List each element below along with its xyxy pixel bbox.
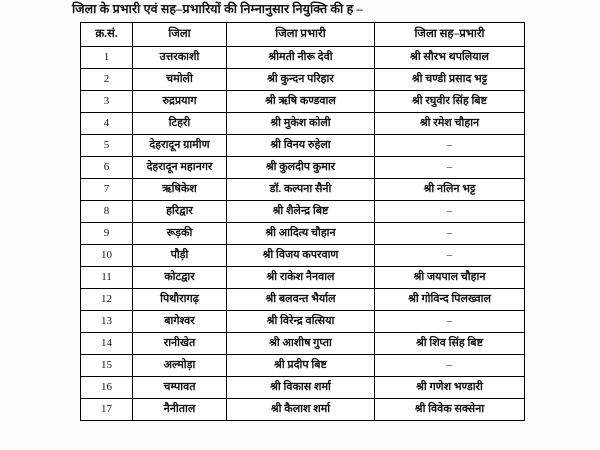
cell-co-incharge: श्री गणेश भण्डारी — [375, 377, 525, 399]
column-header-district: जिला — [133, 23, 227, 47]
appointment-table-container — [80, 22, 524, 421]
cell-co-incharge: – — [375, 311, 525, 333]
table-row — [81, 333, 525, 355]
cell-incharge: श्री प्रदीप बिष्ट — [227, 355, 375, 377]
column-header-incharge: जिला प्रभारी — [227, 23, 375, 47]
cell-co-incharge: – — [375, 157, 525, 179]
table-row — [81, 245, 525, 267]
table-row — [81, 135, 525, 157]
cell-incharge: श्री शैलेन्द्र बिष्ट — [227, 201, 375, 223]
table-row — [81, 289, 525, 311]
cell-district: रुद्रप्रयाग — [133, 91, 227, 113]
table-row — [81, 223, 525, 245]
cell-district: देहरादून महानगर — [133, 157, 227, 179]
page-title: जिला के प्रभारी एवं सह–प्रभारियों की निम्नानुसार नियुक्ति की ह – — [72, 2, 363, 16]
cell-district: पिथौरागढ़ — [133, 289, 227, 311]
cell-co-incharge: – — [375, 223, 525, 245]
cell-co-incharge: श्री रघुवीर सिंह बिष्ट — [375, 91, 525, 113]
cell-incharge: श्री कैलाश शर्मा — [227, 399, 375, 421]
cell-incharge: श्री कुन्दन परिहार — [227, 69, 375, 91]
cell-incharge: डॉ. कल्पना सैनी — [227, 179, 375, 201]
cell-incharge: श्री आदित्य चौहान — [227, 223, 375, 245]
cell-district: हरिद्वार — [133, 201, 227, 223]
cell-incharge: श्री कुलदीप कुमार — [227, 157, 375, 179]
cell-serial: 12 — [81, 289, 133, 311]
table-row — [81, 267, 525, 289]
column-header-co-incharge: जिला सह–प्रभारी — [375, 23, 525, 47]
cell-serial: 1 — [81, 47, 133, 69]
cell-district: देहरादून ग्रामीण — [133, 135, 227, 157]
cell-district: पौड़ी — [133, 245, 227, 267]
cell-co-incharge: श्री शिव सिंह बिष्ट — [375, 333, 525, 355]
table-row — [81, 311, 525, 333]
cell-serial: 2 — [81, 69, 133, 91]
cell-co-incharge: श्री रमेश चौहान — [375, 113, 525, 135]
cell-serial: 3 — [81, 91, 133, 113]
cell-co-incharge: श्री सौरभ थपलियाल — [375, 47, 525, 69]
cell-incharge: श्रीमती नीरू देवी — [227, 47, 375, 69]
cell-serial: 6 — [81, 157, 133, 179]
cell-serial: 11 — [81, 267, 133, 289]
cell-incharge: श्री मुकेश कोली — [227, 113, 375, 135]
cell-district: चमोली — [133, 69, 227, 91]
cell-serial: 5 — [81, 135, 133, 157]
table-row — [81, 69, 525, 91]
cell-co-incharge: – — [375, 135, 525, 157]
cell-serial: 9 — [81, 223, 133, 245]
cell-serial: 7 — [81, 179, 133, 201]
cell-serial: 17 — [81, 399, 133, 421]
cell-co-incharge: श्री चण्डी प्रसाद भट्ट — [375, 69, 525, 91]
table-row — [81, 399, 525, 421]
cell-district: रानीखेत — [133, 333, 227, 355]
table-row — [81, 355, 525, 377]
table-row — [81, 113, 525, 135]
cell-co-incharge: – — [375, 355, 525, 377]
cell-incharge: श्री विरेन्द्र वत्सिया — [227, 311, 375, 333]
cell-district: रूड़की — [133, 223, 227, 245]
cell-district: बागेश्वर — [133, 311, 227, 333]
cell-district: अल्मोड़ा — [133, 355, 227, 377]
cell-serial: 15 — [81, 355, 133, 377]
cell-serial: 14 — [81, 333, 133, 355]
cell-district: टिहरी — [133, 113, 227, 135]
cell-serial: 4 — [81, 113, 133, 135]
table-body — [81, 47, 525, 421]
table-row — [81, 201, 525, 223]
cell-co-incharge: – — [375, 245, 525, 267]
table-row — [81, 377, 525, 399]
cell-co-incharge: श्री जयपाल चौहान — [375, 267, 525, 289]
table-row — [81, 91, 525, 113]
cell-incharge: श्री राकेश नैनवाल — [227, 267, 375, 289]
cell-incharge: श्री बलवन्त भैर्याल — [227, 289, 375, 311]
cell-incharge: श्री विकास शर्मा — [227, 377, 375, 399]
table-row — [81, 157, 525, 179]
cell-serial: 10 — [81, 245, 133, 267]
cell-co-incharge: श्री नलिन भट्ट — [375, 179, 525, 201]
cell-district: उत्तरकाशी — [133, 47, 227, 69]
cell-district: नैनीताल — [133, 399, 227, 421]
cell-serial: 16 — [81, 377, 133, 399]
cell-district: ऋषिकेश — [133, 179, 227, 201]
column-header-serial: क्र.सं. — [81, 23, 133, 47]
cell-incharge: श्री विनय रुहेला — [227, 135, 375, 157]
cell-co-incharge: श्री गोविन्द पिलख्वाल — [375, 289, 525, 311]
cell-district: चम्पावत — [133, 377, 227, 399]
cell-serial: 8 — [81, 201, 133, 223]
table-row — [81, 179, 525, 201]
cell-incharge: श्री विजय कपरवाण — [227, 245, 375, 267]
table-header-row — [81, 23, 525, 47]
cell-co-incharge: – — [375, 201, 525, 223]
cell-district: कोटद्वार — [133, 267, 227, 289]
appointment-table — [80, 22, 525, 421]
cell-incharge: श्री आशीष गुप्ता — [227, 333, 375, 355]
cell-incharge: श्री ऋषि कण्डवाल — [227, 91, 375, 113]
table-row — [81, 47, 525, 69]
cell-serial: 13 — [81, 311, 133, 333]
cell-co-incharge: श्री विवेक सक्सेना — [375, 399, 525, 421]
table-header — [81, 23, 525, 47]
